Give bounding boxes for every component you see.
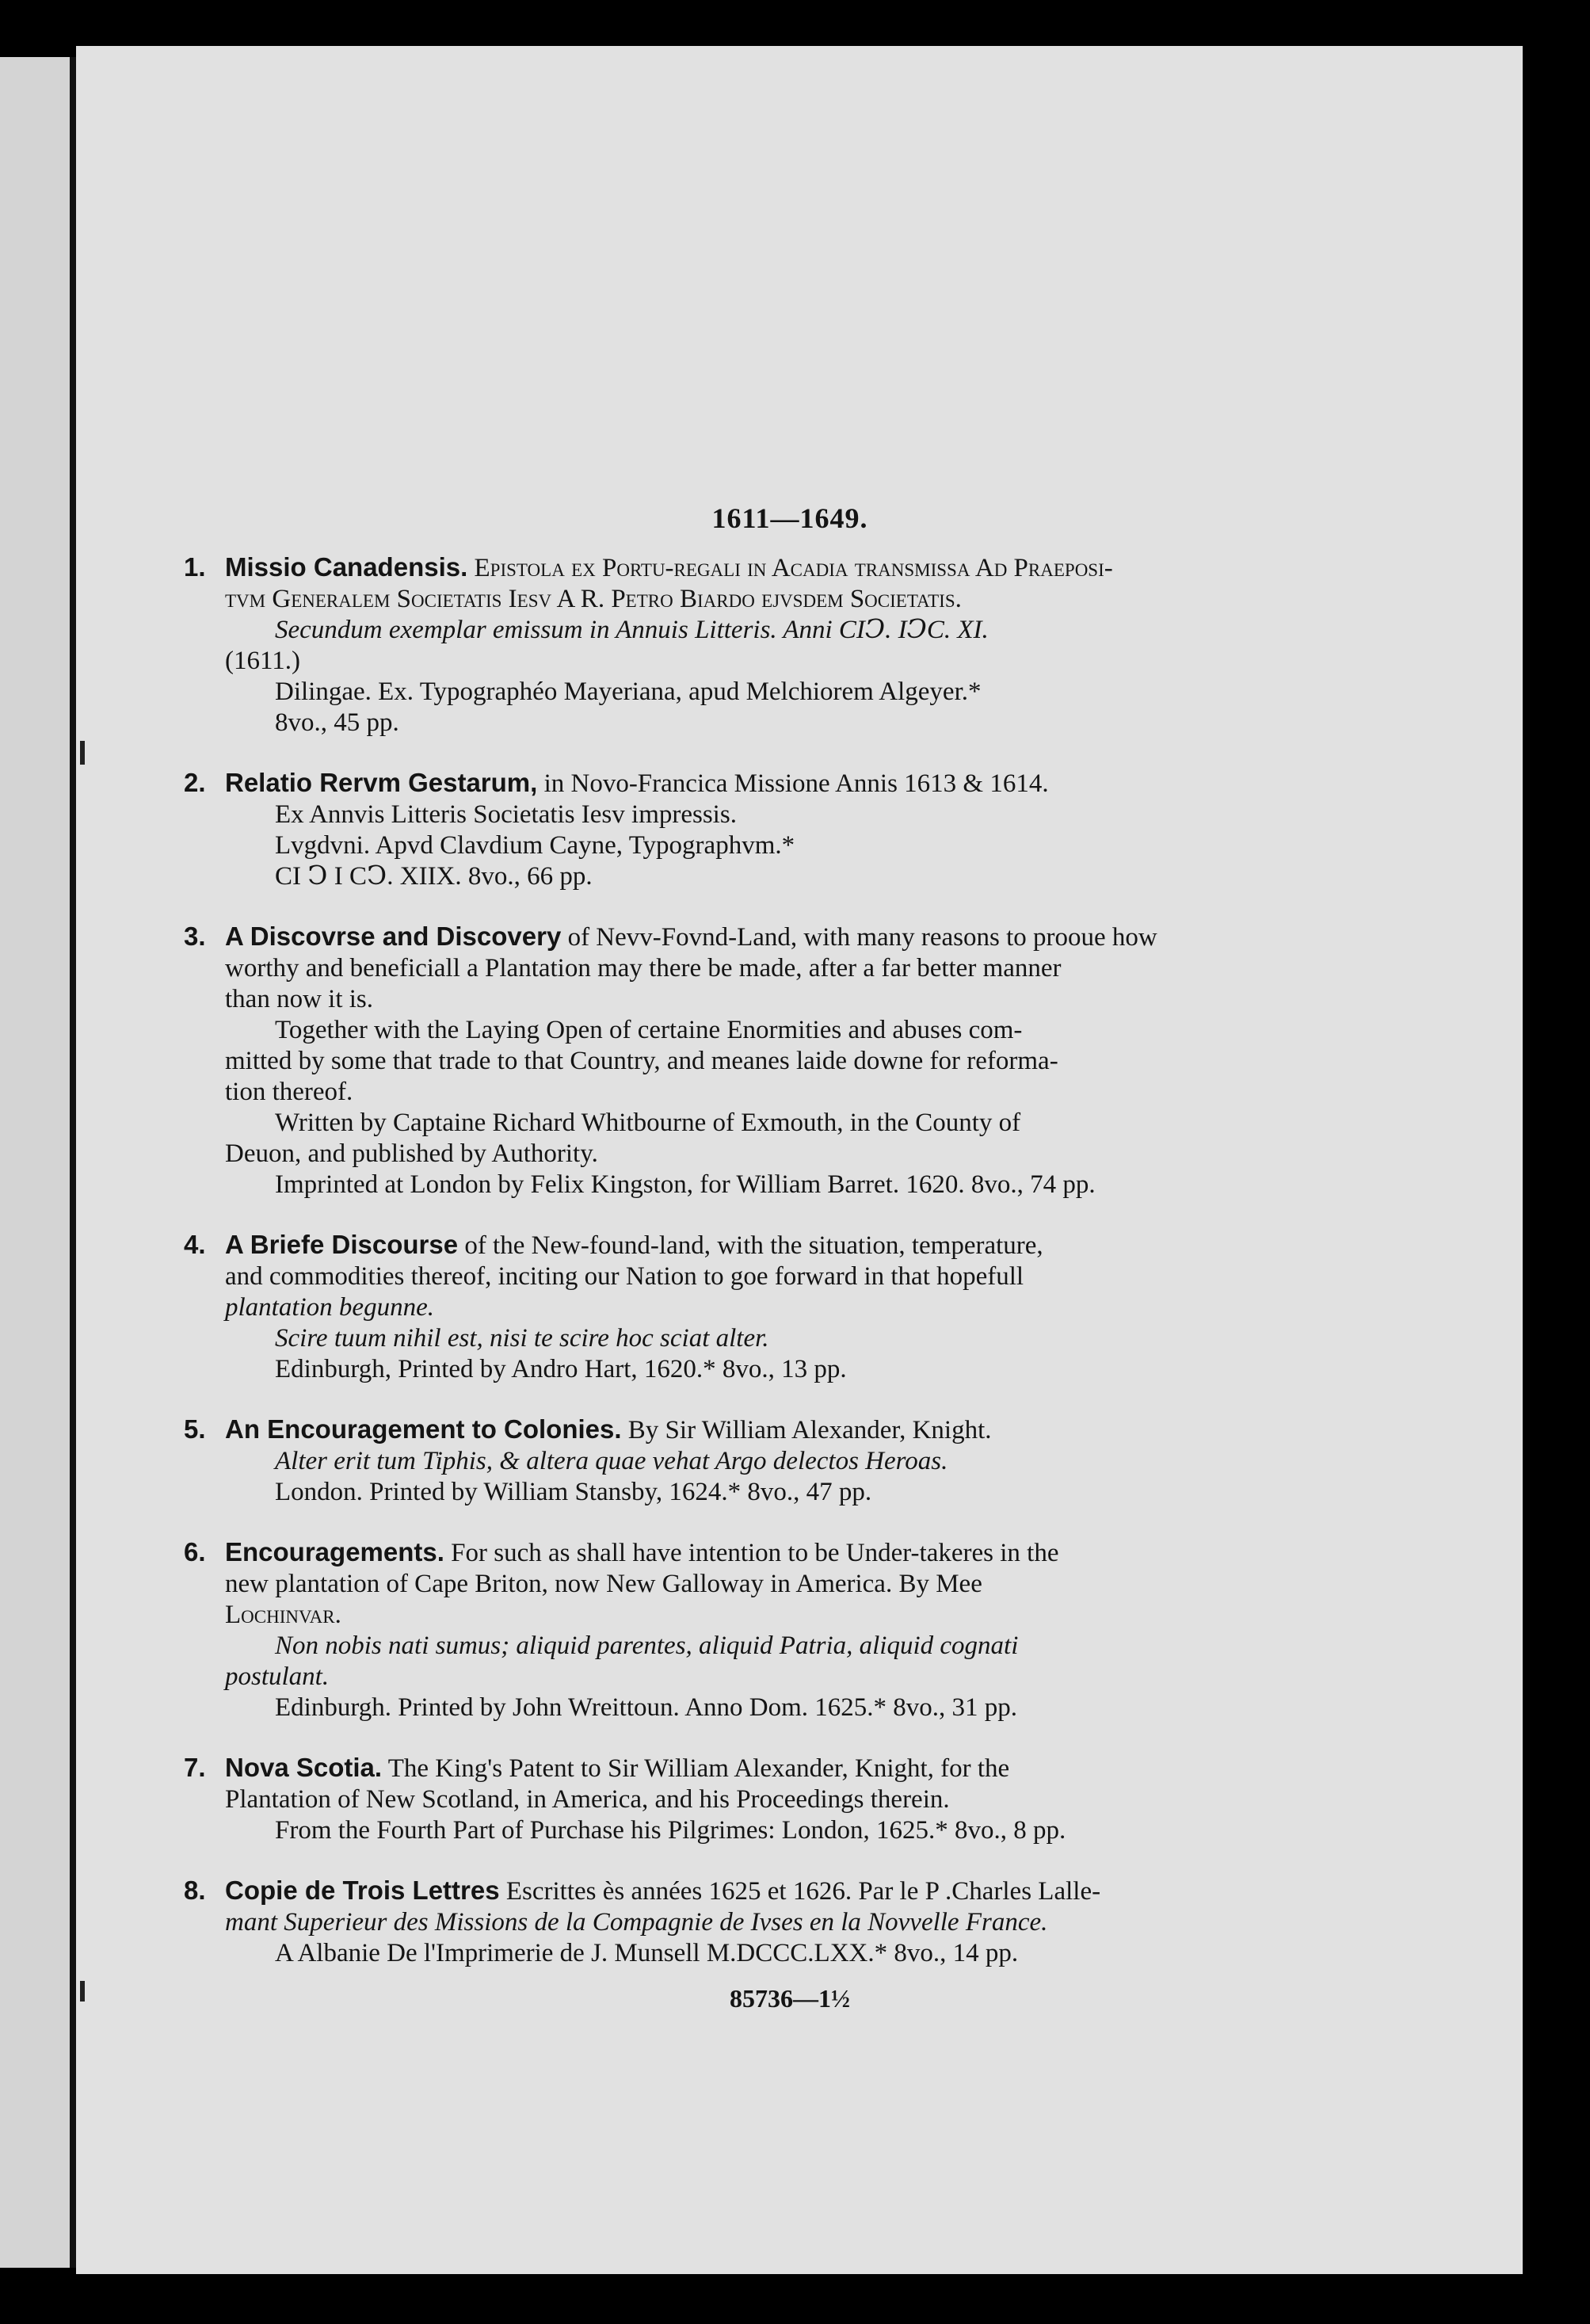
entry-number: 2. bbox=[184, 768, 206, 797]
entry-collation: CI Ↄ I CↃ. XIIX. 8vo., 66 pp. bbox=[275, 862, 593, 891]
entry-imprint: Imprinted at London by Felix Kingston, for William Barret. 1620. 8vo., 74 pp. bbox=[275, 1170, 1096, 1199]
entry-title: A Discovrse and Discovery bbox=[225, 922, 562, 951]
entry-text: Lochinvar. bbox=[225, 1601, 341, 1629]
entry-text: tvm Generalem Societatis Iesv A R. Petro Biardo ejvsdem Societatis. bbox=[225, 585, 962, 613]
entry-number: 3. bbox=[184, 922, 206, 951]
entry-text: of the New-found-land, with the situation, temperature, bbox=[458, 1231, 1043, 1260]
page-edge bbox=[70, 57, 76, 2268]
bibliography-entry bbox=[184, 921, 1396, 1200]
entry-text: (1611.) bbox=[225, 647, 301, 675]
entry-text: tion thereof. bbox=[225, 1078, 353, 1106]
bibliography-entry bbox=[184, 1536, 1396, 1723]
gutter-mark bbox=[80, 741, 85, 765]
entry-text: Written by Captaine Richard Whitbourne of Exmouth, in the County of bbox=[275, 1109, 1021, 1137]
page-content bbox=[184, 503, 1396, 2014]
entry-text: Together with the Laying Open of certaine Enormities and abuses com- bbox=[275, 1016, 1023, 1044]
entry-text: of Nevv-Fovnd-Land, with many reasons to prooue how bbox=[561, 923, 1157, 952]
entry-imprint: Dilingae. Ex. Typographéo Mayeriana, apud Melchiorem Algeyer.* bbox=[275, 677, 982, 706]
entry-title: Missio Canadensis. bbox=[225, 552, 468, 582]
entry-text: than now it is. bbox=[225, 985, 373, 1013]
entry-number: 1. bbox=[184, 552, 206, 582]
entry-imprint: From the Fourth Part of Purchase his Pilgrimes: London, 1625.* 8vo., 8 pp. bbox=[275, 1816, 1066, 1845]
bibliography-entry bbox=[184, 551, 1396, 738]
entry-imprint: Edinburgh, Printed by Andro Hart, 1620.* 8vo., 13 pp. bbox=[275, 1355, 847, 1383]
entry-motto: postulant. bbox=[225, 1662, 330, 1691]
entry-text: mitted by some that trade to that Country, and meanes laide downe for reforma- bbox=[225, 1047, 1058, 1075]
entry-text: new plantation of Cape Briton, now New Galloway in America. By Mee bbox=[225, 1570, 982, 1598]
entry-imprint: Lvgdvni. Apvd Clavdium Cayne, Typographvm.* bbox=[275, 831, 795, 860]
entry-motto: Scire tuum nihil est, nisi te scire hoc sciat alter. bbox=[275, 1324, 769, 1353]
entry-text: in Novo-Francica Missione Annis 1613 & 1614. bbox=[537, 769, 1049, 798]
entry-text: For such as shall have intention to be Under-takeres in the bbox=[444, 1539, 1059, 1567]
bibliography-entry bbox=[184, 1414, 1396, 1508]
entry-motto: Alter erit tum Tiphis, & altera quae vehat Argo delectos Heroas. bbox=[275, 1447, 948, 1475]
entry-title: A Briefe Discourse bbox=[225, 1230, 459, 1259]
entry-imprint: London. Printed by William Stansby, 1624.* 8vo., 47 pp. bbox=[275, 1478, 872, 1506]
bibliography-entry bbox=[184, 1229, 1396, 1385]
signature-mark: 85736—1½ bbox=[730, 1984, 850, 2013]
entry-imprint: A Albanie De l'Imprimerie de J. Munsell M.DCCC.LXX.* 8vo., 14 pp. bbox=[275, 1939, 1019, 1967]
entry-text: The King's Patent to Sir William Alexander, Knight, for the bbox=[382, 1754, 1010, 1783]
entry-text: and commodities thereof, inciting our Nation to goe forward in that hopefull bbox=[225, 1262, 1024, 1291]
bibliography-entry bbox=[184, 1875, 1396, 1969]
entry-motto: Non nobis nati sumus; aliquid parentes, aliquid Patria, aliquid cognati bbox=[275, 1631, 1019, 1660]
bibliography-entry bbox=[184, 1752, 1396, 1846]
entry-text: mant Superieur des Missions de la Compagnie de Ivses en la Novvelle France. bbox=[225, 1908, 1048, 1937]
entry-number: 4. bbox=[184, 1230, 206, 1259]
bibliography-entry bbox=[184, 767, 1396, 892]
entry-text: Deuon, and published by Authority. bbox=[225, 1139, 598, 1168]
adjacent-page bbox=[0, 57, 70, 2268]
entry-title: An Encouragement to Colonies. bbox=[225, 1414, 622, 1444]
entry-number: 8. bbox=[184, 1876, 206, 1905]
page-heading: 1611—1649. bbox=[711, 502, 868, 534]
entry-text: Escrittes ès années 1625 et 1626. Par le P .Charles Lalle- bbox=[499, 1877, 1101, 1906]
entry-imprint: Edinburgh. Printed by John Wreittoun. Anno Dom. 1625.* 8vo., 31 pp. bbox=[275, 1693, 1018, 1722]
entry-text: Plantation of New Scotland, in America, and his Proceedings therein. bbox=[225, 1785, 950, 1814]
entry-title: Copie de Trois Lettres bbox=[225, 1876, 500, 1905]
entry-text: Secundum exemplar emissum in Annuis Litteris. Anni CIↃ. IↃC. XI. bbox=[275, 616, 989, 644]
entry-title: Encouragements. bbox=[225, 1537, 444, 1567]
entry-text: By Sir William Alexander, Knight. bbox=[621, 1416, 992, 1444]
entry-number: 5. bbox=[184, 1414, 206, 1444]
entry-title: Relatio Rervm Gestarum, bbox=[225, 768, 538, 797]
entry-text: Ex Annvis Litteris Societatis Iesv impressis. bbox=[275, 800, 737, 829]
entry-number: 6. bbox=[184, 1537, 206, 1567]
entry-title: Nova Scotia. bbox=[225, 1753, 383, 1782]
entry-text: worthy and beneficiall a Plantation may there be made, after a far better manner bbox=[225, 954, 1062, 983]
entry-collation: 8vo., 45 pp. bbox=[275, 708, 399, 737]
entry-number: 7. bbox=[184, 1753, 206, 1782]
entry-text: plantation begunne. bbox=[225, 1293, 434, 1322]
gutter-mark bbox=[80, 1981, 85, 2002]
entry-text: Epistola ex Portu-regali in Acadia transmissa Ad Praeposi- bbox=[467, 554, 1113, 582]
